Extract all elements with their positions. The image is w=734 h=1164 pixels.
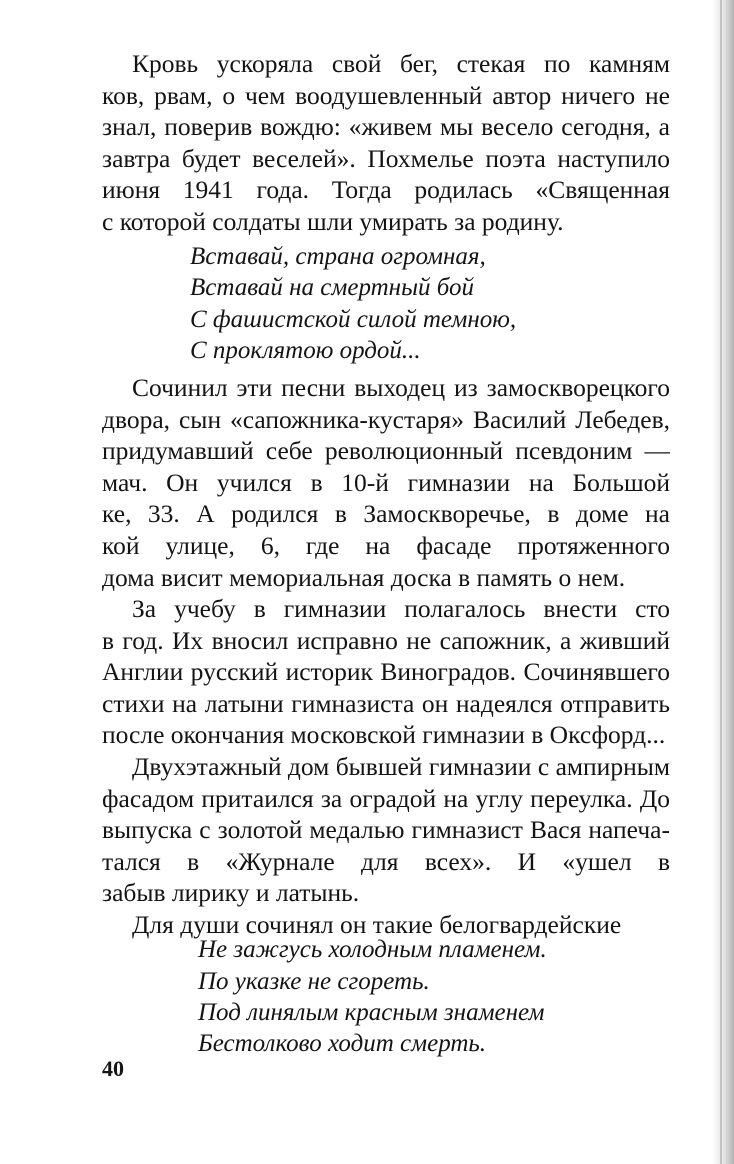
paragraph-line: забыв лирику и латынь.: [102, 878, 360, 908]
verse-line: С фашистской силой темною,: [190, 305, 517, 333]
paragraph-line: после окончания московской гимназии в Оксфорд...: [102, 720, 666, 750]
paragraph-line: в год. Их вносил исправно не сапожник, а живший: [102, 625, 670, 655]
verse-line: Бестолково ходит смерть.: [198, 1030, 487, 1058]
verse-line: С проклятою ордой...: [190, 336, 421, 364]
paragraph-line: июня 1941 года. Тогда родилась «Священная: [102, 175, 670, 205]
paragraph-line: знал, поверив вождю: «живем мы весело сегодня, а: [102, 112, 670, 142]
paragraph-line: мач. Он учился в 10-й гимназии на Большой: [102, 467, 670, 497]
page-edge-shadow: [712, 0, 734, 1164]
paragraph-line: Двухэтажный дом бывшей гимназии с ампирным: [132, 752, 670, 781]
paragraph-line: ков, рвам, о чем воодушевленный автор ничего не: [102, 80, 670, 110]
paragraph-2: [102, 372, 670, 593]
verse-line: Под линялым красным знаменем: [198, 998, 545, 1026]
page-edge-line: [720, 0, 722, 1164]
verse-line: Вставай, страна огромная,: [190, 243, 486, 270]
verse-line: Вставай на смертный бой: [190, 274, 475, 302]
paragraph-line: Для души сочинял он такие белогвардейские: [132, 910, 622, 939]
paragraph-line: придумавший себе революционный псевдоним —: [102, 436, 670, 466]
paragraph-line: тался в «Журнале для всех». И «ушел в: [102, 846, 670, 876]
paragraph-3: [102, 593, 670, 751]
paragraph-line: с которой солдаты шли умирать за родину.: [102, 206, 564, 236]
paragraph-line: завтра будет веселей». Похмелье поэта наступило: [102, 143, 670, 173]
paragraph-4: [102, 751, 670, 909]
verse-1: [190, 241, 516, 366]
paragraph-line: дома висит мемориальная доска в память о нем.: [102, 562, 626, 592]
verse-line: По указке не сгореть.: [198, 967, 430, 995]
paragraph-line: выпуска с золотой медалью гимназист Вася напеча-: [102, 815, 670, 845]
verse-line: Не зажгусь холодным пламенем.: [198, 936, 547, 964]
paragraph-line: кой улице, 6, где на фасаде протяженного: [102, 530, 670, 560]
paragraph-line: За учебу в гимназии полагалось внести сто: [132, 594, 670, 623]
paragraph-line: стихи на латыни гимназиста он надеялся отправить: [102, 688, 670, 718]
page-number: 40: [102, 1056, 124, 1081]
paragraph-line: фасадом притаился за оградой на углу переулка. До: [102, 783, 670, 813]
paragraph-line: Англии русский историк Виноградов. Сочинявшего: [102, 657, 670, 687]
verse-2: [198, 903, 547, 1059]
paragraph-line: ке, 33. А родился в Замоскворечье, в доме на: [102, 499, 670, 529]
paragraph-1: [102, 48, 670, 238]
paragraph-line: двора, сын «сапожника-кустаря» Василий Лебедев,: [102, 404, 670, 434]
paragraph-line: Кровь ускоряла свой бег, стекая по камням: [132, 49, 670, 78]
paragraph-line: Сочинил эти песни выходец из замоскворецкого: [132, 373, 670, 402]
